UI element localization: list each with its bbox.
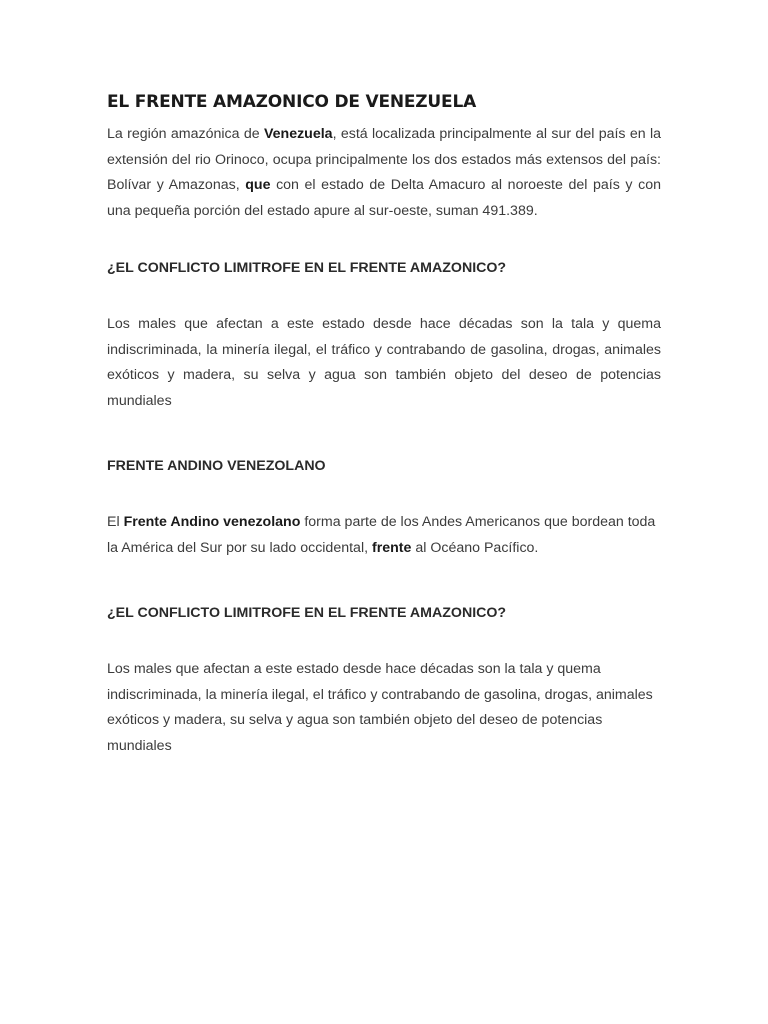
- andino-text-2: forma parte de los Andes Americanos que bordean toda la América del Sur por su lado occidental,: [107, 514, 656, 556]
- section-heading-conflicto-1: ¿EL CONFLICTO LIMITROFE EN EL FRENTE AMAZONICO?: [107, 260, 507, 276]
- andino-bold-frente-andino: Frente Andino venezolano: [123, 514, 301, 530]
- intro-text-2: , está localizada principalmente al sur del país en la extensión del rio Orinoco, ocupa principalmente los dos estados más extensos del país: Bolívar y Amazonas,: [107, 126, 661, 193]
- section-heading-conflicto-2: ¿EL CONFLICTO LIMITROFE EN EL FRENTE AMAZONICO?: [107, 605, 507, 621]
- document-page: [107, 92, 661, 759]
- paragraph-males-2: Los males que afectan a este estado desde hace décadas son la tala y quema indiscriminada, la minería ilegal, el tráfico y contrabando de gasolina, drogas, animales exóticos y madera, su selva y agua son también objeto del deseo de potencias mundiales: [107, 661, 653, 754]
- paragraph-males-1: Los males que afectan a este estado desde hace décadas son la tala y quema indiscriminada, la minería ilegal, el tráfico y contrabando de gasolina, drogas, animales exóticos y madera, su selva y agua son también objeto del deseo de potencias mundiales: [107, 316, 661, 409]
- paragraph-frente-andino: [107, 510, 661, 561]
- intro-bold-venezuela: Venezuela: [263, 126, 333, 142]
- document-title: EL FRENTE AMAZONICO DE VENEZUELA: [107, 92, 477, 112]
- intro-bold-que: que: [245, 177, 271, 193]
- intro-text-3: con el estado de Delta Amacuro al noroeste del país y con una pequeña porción del estado apure al sur-oeste, suman 491.389.: [107, 177, 661, 219]
- andino-text-3: al Océano Pacífico.: [411, 539, 539, 556]
- andino-text-1: El: [107, 514, 124, 530]
- section-heading-frente-andino: FRENTE ANDINO VENEZOLANO: [107, 458, 326, 474]
- andino-bold-frente: frente: [371, 539, 412, 556]
- intro-text-1: La región amazónica de: [107, 126, 264, 142]
- intro-paragraph: [107, 122, 661, 224]
